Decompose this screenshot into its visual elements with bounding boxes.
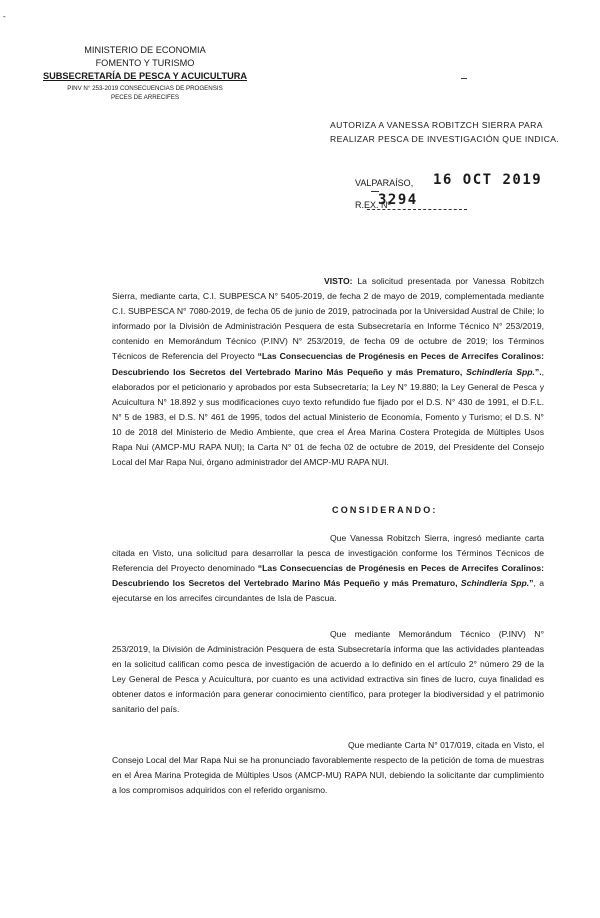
corner-mark: - (3, 12, 6, 21)
margin-mark (461, 78, 467, 79)
reference-line-2: PECES DE ARRECIFES (110, 94, 180, 101)
subject-block (330, 118, 565, 146)
c2-text-a: 253/2019, la División de Administración Pesquera de esta Subsecretaría informa que las actividades planteadas en la solicitud califican como pesca de investigación de acuerdo a lo definido en el artículo 2° número 29 de la Ley General de Pesca y Acuicultura, por cuanto es una actividad extractiva sin fines de lucro, cuya finalidad es obtener datos e información para generar conocimiento científico, para proteger la biodiversidad y el patrimonio sanitario del país. (112, 644, 544, 715)
c1-species: Schindleria Spp. (460, 578, 530, 589)
c3-text-a: Visto, el Consejo Local del Mar Rapa Nui se ha pronunciado favorablemente respecto de la petición de toma de muestras en el Área Marina Protegida de Múltiples Usos (AMCP-MU) RAPA NUI, debiendo la solicitante dar cumplimiento a los compromisos adquiridos con el referido organismo. (112, 740, 544, 796)
resolution-number: 3294 (378, 192, 418, 208)
visto-text-a: Robitzch Sierra, mediante carta, C.I. SUBPESCA N° 5405-2019, de fecha 2 de mayo de 2019, complementada mediante C.I. SUBPESCA N° 7080-2019, de fecha 05 de junio de 2019, patrocinada por la Universidad Austral de Chile; lo informado por la División de Administración Pesquera de esta Subsecretaría en Informe Técnico N° 253/2019, contenido en Memorándum Técnico (P.INV) N° 253/2019, de fecha 09 de octubre de 2019; los Términos Técnicos de Referencia del Proyecto (112, 276, 544, 362)
visto-lead: La solicitud presentada por Vanessa (357, 276, 506, 286)
subsecretaria-name: SUBSECRETARÍA DE PESCA Y ACUICULTURA (42, 71, 247, 81)
resolution-underline (367, 209, 467, 210)
visto-label: VISTO: (324, 276, 353, 286)
ministry-subtitle: FOMENTO Y TURISMO (95, 58, 195, 68)
considerando-heading: CONSIDERANDO: (332, 505, 438, 515)
ministry-name: MINISTERIO DE ECONOMIA (84, 45, 206, 55)
c1-text-a: carta citada en Visto, una solicitud para desarrollar la pesca de investigación conforme los Términos Técnicos de Referencia del Proyecto denominado (112, 533, 545, 574)
c1-project-title: “Las Consecuencias de Progénesis en Peces de Arrecifes Coralinos: Descubriendo los Secretos del Vertebrado Marino Más Pequeño y más Prematuro, (112, 563, 544, 589)
resolution-label: R.EX. Nº (355, 200, 391, 210)
visto-project-title: “Las Consecuencias de Progénesis en Peces de Arrecifes Coralinos: Descubriendo los Secretos del Vertebrado Marino Más Pequeño y más Prematuro, (112, 351, 544, 377)
considerando-paragraph-1 (112, 531, 544, 606)
subject-line-2: REALIZAR PESCA DE INVESTIGACIÓN QUE INDICA. (330, 134, 560, 144)
reference-line-1: PINV N° 253-2019 CONSECUENCIAS DE PROGENSIS (67, 85, 223, 92)
considerando-paragraph-2 (112, 627, 544, 718)
visto-project-end: ”. (534, 366, 542, 377)
visto-species: Schindleria Spp. (466, 366, 535, 377)
c3-lead: Que mediante Carta N° 017/019, citada en (348, 740, 512, 750)
visto-text-b: , elaborados por el peticionario y aprobados por esta Subsecretaría; la Ley N° 19.880; la Ley General de Pesca y Acuicultura N° 18.892 y sus modificaciones cuyo texto refundido fue fijado por el D.S. N° 430 de 1991, el D.F.L. N° 5 de 1983, el D.S. N° 461 de 1995, todos del actual Ministerio de Economía, Fomento y Turismo; el D.S. N° 10 de 2018 del Ministerio de Medio Ambiente, que crea el Área Marina Costera Protegida de Múltiples Usos Rapa Nui (AMCP-MU RAPA NUI); la Carta N° 01 de fecha 02 de octubre de 2019, del Presidente del Consejo Local del Mar Rapa Nui, órgano administrador del AMCP-MU RAPA NUI. (112, 366, 544, 468)
considerando-paragraph-3 (112, 738, 544, 798)
c1-text-b: , a ejecutarse en los arrecifes circundantes de Isla de Pascua. (112, 578, 544, 604)
place-label: VALPARAÍSO, (355, 178, 414, 188)
c1-title-end: ” (529, 578, 534, 589)
date-stamp: 16 OCT 2019 (433, 172, 543, 188)
c1-lead: Que Vanessa Robitzch Sierra, ingresó mediante (330, 533, 521, 543)
subject-line-1: AUTORIZA A VANESSA ROBITZCH SIERRA PARA (330, 120, 543, 130)
c2-lead: Que mediante Memorándum Técnico (P.INV) N° (330, 629, 544, 639)
visto-paragraph (112, 274, 544, 470)
